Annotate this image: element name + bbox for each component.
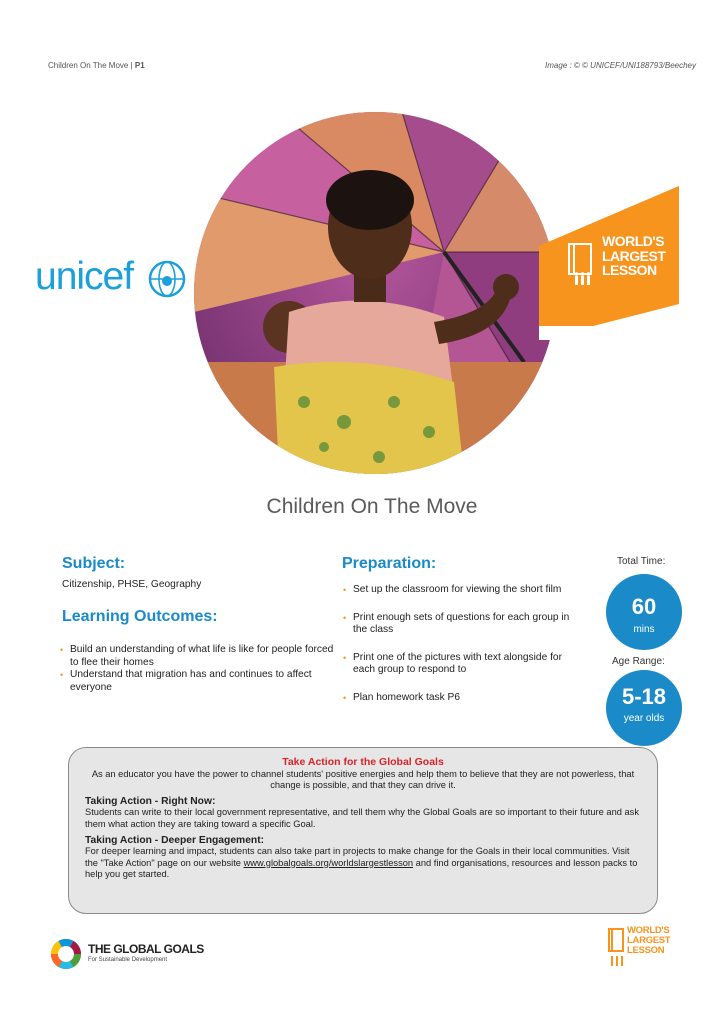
- list-item: • Print one of the pictures with text alongside for each group to respond to: [343, 652, 583, 677]
- total-time-unit: mins: [633, 624, 655, 635]
- total-time-badge: [606, 574, 682, 650]
- list-item: • Print enough sets of questions for each group in the class: [343, 612, 583, 637]
- subject-heading: Subject:: [62, 555, 126, 572]
- preparation-list: [343, 584, 583, 704]
- list-item: • Plan homework task P6: [343, 692, 583, 705]
- preparation-heading: Preparation:: [342, 555, 437, 572]
- take-action-title: Take Action for the Global Goals: [282, 756, 444, 768]
- page-title: Children On The Move: [266, 495, 478, 518]
- deeper-heading: Taking Action - Deeper Engagement:: [85, 834, 265, 846]
- book-icon: [608, 928, 626, 976]
- global-goals-title: THE GLOBAL GOALS: [88, 942, 204, 956]
- wll-banner: [539, 186, 679, 340]
- list-item: • Understand that migration has and continues to affect everyone: [60, 669, 335, 694]
- take-action-box: [68, 747, 658, 914]
- total-time-value: 60: [631, 594, 657, 619]
- total-time-label: Total Time:: [617, 556, 666, 567]
- global-goals-wheel-icon: [50, 938, 82, 970]
- header-title: Children On The Move | P1: [48, 61, 145, 70]
- outcomes-list: [60, 644, 335, 694]
- list-item: • Build an understanding of what life is like for people forced to flee their homes: [60, 644, 335, 669]
- wll-small-logo: WORLD'S LARGEST LESSON: [608, 926, 668, 976]
- outcomes-heading: Learning Outcomes:: [62, 608, 218, 625]
- right-now-heading: Taking Action - Right Now:: [85, 795, 216, 807]
- take-action-intro: As an educator you have the power to channel students' positive energies and help them to believe that they are not powerless, that change is possible, and that they can drive it.: [91, 768, 635, 791]
- deeper-text: For deeper learning and impact, students can also take part in projects to make change for the Goals in their local communities. Visit the "Take Action" page on our website www.globalgoals.org/worldslargestlesson and find organisations, resources and lesson packs to help you get started.: [85, 846, 638, 880]
- age-range-unit: year olds: [623, 713, 665, 724]
- list-item: • Set up the classroom for viewing the short film: [343, 584, 583, 597]
- subject-text: Citizenship, PHSE, Geography: [62, 579, 202, 590]
- unicef-globe-icon: [148, 260, 186, 298]
- wll-banner-text: WORLD'S LARGEST LESSON: [602, 233, 666, 278]
- hero-photo: [194, 112, 556, 474]
- age-range-label: Age Range:: [612, 656, 665, 667]
- website-link[interactable]: www.globalgoals.org/worldslargestlesson: [243, 857, 414, 868]
- age-range-value: 5-18: [621, 684, 667, 709]
- image-credit: Image : © © UNICEF/UNI188793/Beechey: [545, 61, 696, 70]
- unicef-logo: unicef: [35, 255, 134, 298]
- global-goals-subtitle: For Sustainable Development: [88, 957, 168, 963]
- age-range-badge: [606, 670, 682, 746]
- right-now-text: Students can write to their local government representative, and tell them why the Global Goals are so important to their future and ask them what action they are taking toward a specific Goal.: [85, 807, 639, 829]
